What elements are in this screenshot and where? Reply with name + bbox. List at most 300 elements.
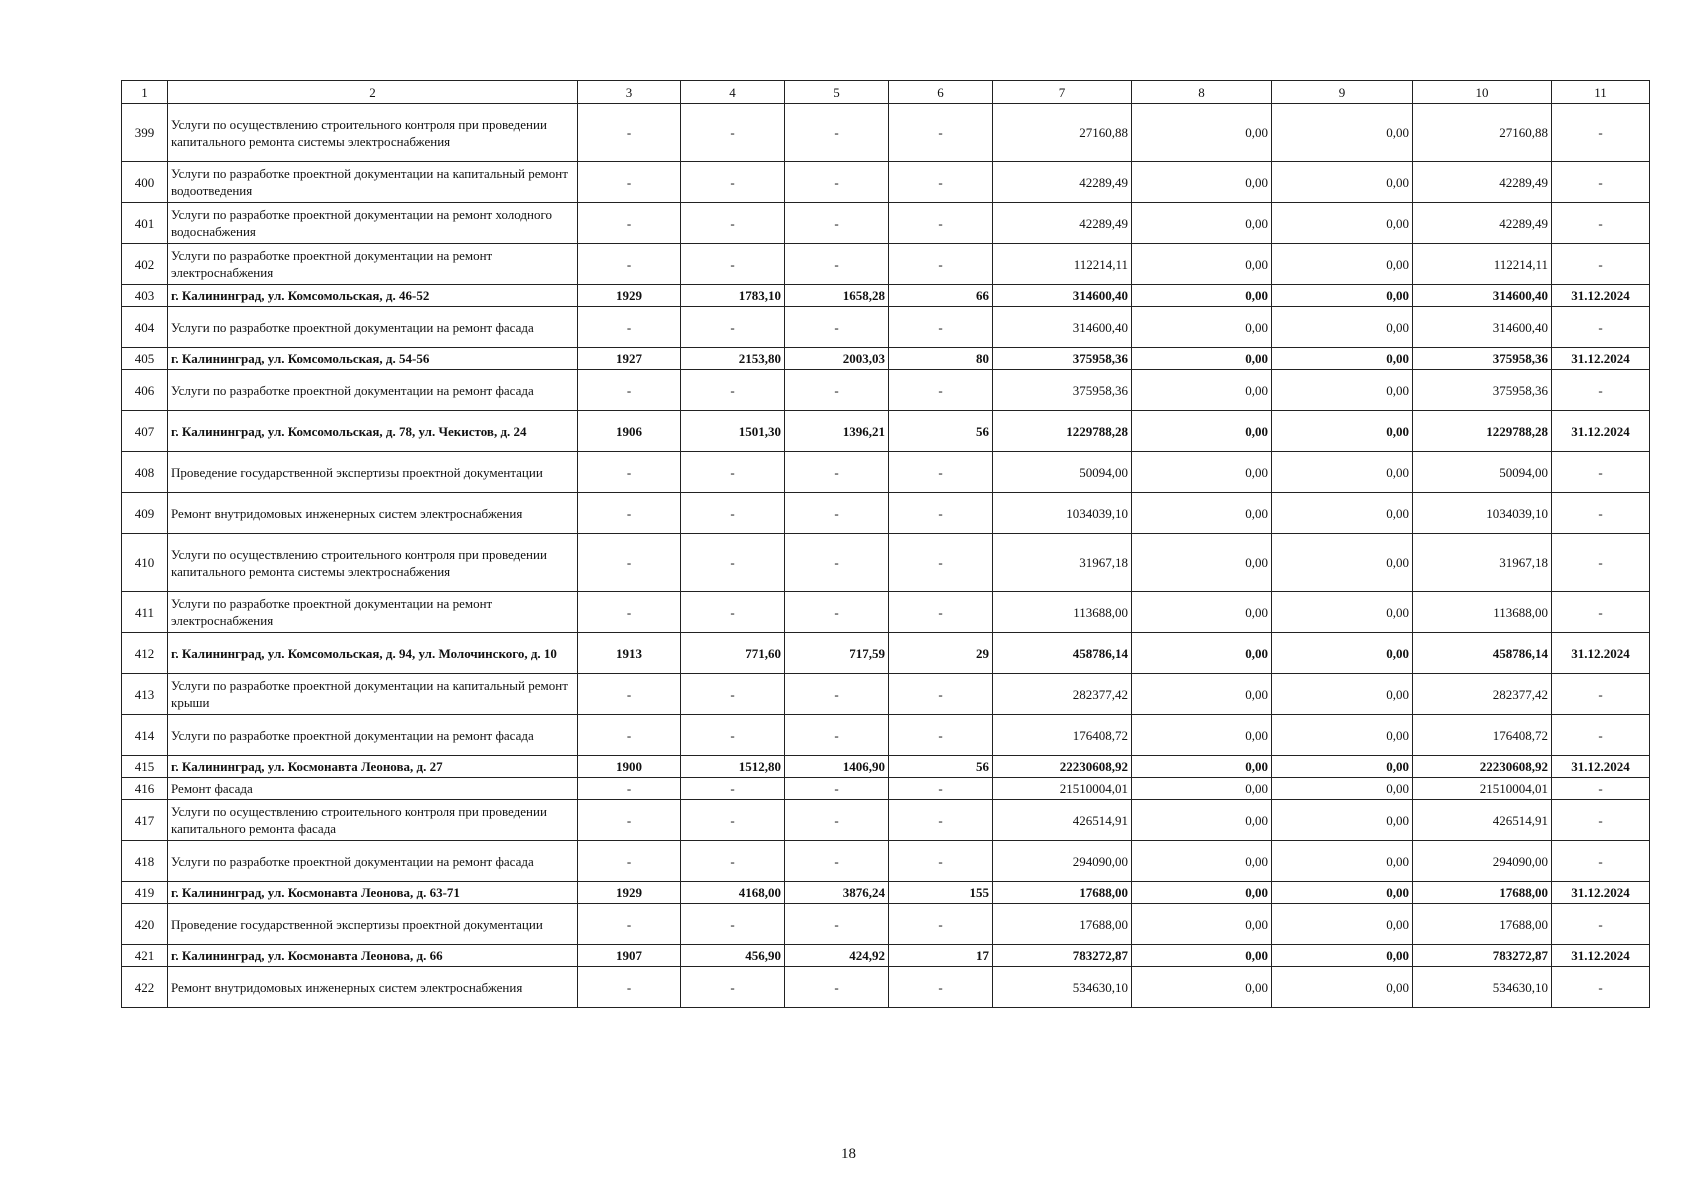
- area-living-cell: -: [785, 244, 889, 285]
- row-number: 420: [122, 904, 168, 945]
- area-living-cell: -: [785, 307, 889, 348]
- cost-col10-cell: 17688,00: [1413, 904, 1552, 945]
- cost-total-cell: 426514,91: [993, 800, 1132, 841]
- object-name: г. Калининград, ул. Комсомольская, д. 46-52: [168, 285, 578, 307]
- residents-cell: -: [889, 715, 993, 756]
- object-name: Услуги по осуществлению строительного контроля при проведении капитального ремонта системы электроснабжения: [168, 534, 578, 592]
- cost-total-cell: 282377,42: [993, 674, 1132, 715]
- cost-total-cell: 783272,87: [993, 945, 1132, 967]
- residents-cell: -: [889, 493, 993, 534]
- deadline-cell: 31.12.2024: [1552, 285, 1650, 307]
- address-row: [122, 285, 1650, 307]
- cost-total-cell: 1229788,28: [993, 411, 1132, 452]
- service-row: [122, 841, 1650, 882]
- cost-total-cell: 1034039,10: [993, 493, 1132, 534]
- row-number: 409: [122, 493, 168, 534]
- year-cell: -: [578, 203, 681, 244]
- cost-col9-cell: 0,00: [1272, 285, 1413, 307]
- deadline-cell: -: [1552, 370, 1650, 411]
- deadline-cell: 31.12.2024: [1552, 348, 1650, 370]
- area-total-cell: 1512,80: [681, 756, 785, 778]
- year-cell: -: [578, 493, 681, 534]
- cost-col8-cell: 0,00: [1132, 534, 1272, 592]
- cost-total-cell: 375958,36: [993, 348, 1132, 370]
- area-living-cell: -: [785, 203, 889, 244]
- object-name: Услуги по разработке проектной документации на ремонт электроснабжения: [168, 244, 578, 285]
- deadline-cell: -: [1552, 778, 1650, 800]
- row-number: 410: [122, 534, 168, 592]
- year-cell: -: [578, 715, 681, 756]
- address-row: [122, 945, 1650, 967]
- object-name: г. Калининград, ул. Комсомольская, д. 78, ул. Чекистов, д. 24: [168, 411, 578, 452]
- cost-total-cell: 375958,36: [993, 370, 1132, 411]
- cost-col8-cell: 0,00: [1132, 715, 1272, 756]
- cost-col10-cell: 282377,42: [1413, 674, 1552, 715]
- row-number: 421: [122, 945, 168, 967]
- deadline-cell: -: [1552, 841, 1650, 882]
- row-number: 419: [122, 882, 168, 904]
- cost-col9-cell: 0,00: [1272, 882, 1413, 904]
- object-name: Услуги по разработке проектной документации на ремонт электроснабжения: [168, 592, 578, 633]
- service-row: [122, 452, 1650, 493]
- cost-col8-cell: 0,00: [1132, 778, 1272, 800]
- residents-cell: -: [889, 307, 993, 348]
- service-row: [122, 592, 1650, 633]
- column-number-header-row: [122, 81, 1650, 104]
- year-cell: 1900: [578, 756, 681, 778]
- service-row: [122, 778, 1650, 800]
- object-name: Услуги по осуществлению строительного контроля при проведении капитального ремонта фасада: [168, 800, 578, 841]
- row-number: 414: [122, 715, 168, 756]
- row-number: 400: [122, 162, 168, 203]
- cost-col10-cell: 113688,00: [1413, 592, 1552, 633]
- cost-total-cell: 22230608,92: [993, 756, 1132, 778]
- residents-cell: 66: [889, 285, 993, 307]
- object-name: Ремонт фасада: [168, 778, 578, 800]
- column-header: 8: [1132, 81, 1272, 104]
- residents-cell: 80: [889, 348, 993, 370]
- cost-col8-cell: 0,00: [1132, 285, 1272, 307]
- cost-col9-cell: 0,00: [1272, 715, 1413, 756]
- cost-col10-cell: 426514,91: [1413, 800, 1552, 841]
- area-total-cell: -: [681, 452, 785, 493]
- object-name: Ремонт внутридомовых инженерных систем электроснабжения: [168, 967, 578, 1008]
- table-body: [122, 81, 1650, 1008]
- cost-total-cell: 314600,40: [993, 285, 1132, 307]
- cost-total-cell: 27160,88: [993, 104, 1132, 162]
- area-living-cell: 717,59: [785, 633, 889, 674]
- area-living-cell: -: [785, 715, 889, 756]
- cost-col9-cell: 0,00: [1272, 104, 1413, 162]
- service-row: [122, 104, 1650, 162]
- cost-col8-cell: 0,00: [1132, 633, 1272, 674]
- area-total-cell: 2153,80: [681, 348, 785, 370]
- cost-col9-cell: 0,00: [1272, 967, 1413, 1008]
- service-row: [122, 967, 1650, 1008]
- column-header: 3: [578, 81, 681, 104]
- column-header: 9: [1272, 81, 1413, 104]
- cost-col10-cell: 42289,49: [1413, 162, 1552, 203]
- cost-col10-cell: 17688,00: [1413, 882, 1552, 904]
- residents-cell: -: [889, 778, 993, 800]
- area-total-cell: -: [681, 104, 785, 162]
- cost-col8-cell: 0,00: [1132, 203, 1272, 244]
- residents-cell: -: [889, 967, 993, 1008]
- deadline-cell: -: [1552, 452, 1650, 493]
- object-name: Услуги по осуществлению строительного контроля при проведении капитального ремонта системы электроснабжения: [168, 104, 578, 162]
- cost-col10-cell: 1229788,28: [1413, 411, 1552, 452]
- area-living-cell: -: [785, 452, 889, 493]
- cost-total-cell: 17688,00: [993, 904, 1132, 945]
- cost-col10-cell: 22230608,92: [1413, 756, 1552, 778]
- cost-col8-cell: 0,00: [1132, 674, 1272, 715]
- residents-cell: -: [889, 370, 993, 411]
- object-name: Услуги по разработке проектной документации на ремонт фасада: [168, 715, 578, 756]
- year-cell: 1906: [578, 411, 681, 452]
- row-number: 416: [122, 778, 168, 800]
- residents-cell: 56: [889, 756, 993, 778]
- cost-col10-cell: 314600,40: [1413, 307, 1552, 348]
- cost-total-cell: 176408,72: [993, 715, 1132, 756]
- area-living-cell: -: [785, 778, 889, 800]
- cost-col9-cell: 0,00: [1272, 534, 1413, 592]
- column-header: 1: [122, 81, 168, 104]
- deadline-cell: -: [1552, 715, 1650, 756]
- object-name: Услуги по разработке проектной документации на капитальный ремонт крыши: [168, 674, 578, 715]
- cost-col10-cell: 176408,72: [1413, 715, 1552, 756]
- area-living-cell: 1658,28: [785, 285, 889, 307]
- area-living-cell: -: [785, 162, 889, 203]
- row-number: 401: [122, 203, 168, 244]
- year-cell: -: [578, 904, 681, 945]
- cost-total-cell: 42289,49: [993, 203, 1132, 244]
- year-cell: -: [578, 778, 681, 800]
- cost-col8-cell: 0,00: [1132, 945, 1272, 967]
- residents-cell: 155: [889, 882, 993, 904]
- object-name: г. Калининград, ул. Космонавта Леонова, д. 66: [168, 945, 578, 967]
- row-number: 406: [122, 370, 168, 411]
- row-number: 407: [122, 411, 168, 452]
- residents-cell: -: [889, 534, 993, 592]
- year-cell: 1907: [578, 945, 681, 967]
- deadline-cell: 31.12.2024: [1552, 756, 1650, 778]
- cost-col10-cell: 534630,10: [1413, 967, 1552, 1008]
- cost-col10-cell: 42289,49: [1413, 203, 1552, 244]
- cost-col8-cell: 0,00: [1132, 162, 1272, 203]
- column-header: 11: [1552, 81, 1650, 104]
- cost-col8-cell: 0,00: [1132, 493, 1272, 534]
- deadline-cell: 31.12.2024: [1552, 633, 1650, 674]
- residents-cell: -: [889, 841, 993, 882]
- cost-total-cell: 458786,14: [993, 633, 1132, 674]
- residents-cell: -: [889, 104, 993, 162]
- cost-col8-cell: 0,00: [1132, 756, 1272, 778]
- cost-col9-cell: 0,00: [1272, 203, 1413, 244]
- cost-total-cell: 314600,40: [993, 307, 1132, 348]
- cost-total-cell: 42289,49: [993, 162, 1132, 203]
- cost-col8-cell: 0,00: [1132, 452, 1272, 493]
- cost-col8-cell: 0,00: [1132, 967, 1272, 1008]
- column-header: 10: [1413, 81, 1552, 104]
- row-number: 402: [122, 244, 168, 285]
- object-name: г. Калининград, ул. Космонавта Леонова, д. 27: [168, 756, 578, 778]
- cost-col9-cell: 0,00: [1272, 244, 1413, 285]
- cost-col9-cell: 0,00: [1272, 592, 1413, 633]
- object-name: Услуги по разработке проектной документации на ремонт фасада: [168, 307, 578, 348]
- cost-col8-cell: 0,00: [1132, 244, 1272, 285]
- deadline-cell: -: [1552, 104, 1650, 162]
- deadline-cell: 31.12.2024: [1552, 411, 1650, 452]
- deadline-cell: -: [1552, 203, 1650, 244]
- cost-col9-cell: 0,00: [1272, 756, 1413, 778]
- row-number: 403: [122, 285, 168, 307]
- area-living-cell: -: [785, 592, 889, 633]
- cost-total-cell: 113688,00: [993, 592, 1132, 633]
- area-living-cell: -: [785, 967, 889, 1008]
- row-number: 415: [122, 756, 168, 778]
- address-row: [122, 633, 1650, 674]
- column-header: 4: [681, 81, 785, 104]
- address-row: [122, 411, 1650, 452]
- year-cell: 1929: [578, 882, 681, 904]
- area-living-cell: -: [785, 904, 889, 945]
- year-cell: -: [578, 967, 681, 1008]
- cost-col9-cell: 0,00: [1272, 370, 1413, 411]
- area-total-cell: -: [681, 534, 785, 592]
- cost-col9-cell: 0,00: [1272, 904, 1413, 945]
- row-number: 412: [122, 633, 168, 674]
- cost-col9-cell: 0,00: [1272, 452, 1413, 493]
- cost-total-cell: 31967,18: [993, 534, 1132, 592]
- cost-col8-cell: 0,00: [1132, 348, 1272, 370]
- residents-cell: -: [889, 244, 993, 285]
- cost-total-cell: 17688,00: [993, 882, 1132, 904]
- residents-cell: 56: [889, 411, 993, 452]
- row-number: 405: [122, 348, 168, 370]
- cost-col8-cell: 0,00: [1132, 411, 1272, 452]
- residents-cell: -: [889, 800, 993, 841]
- cost-col9-cell: 0,00: [1272, 841, 1413, 882]
- service-row: [122, 203, 1650, 244]
- row-number: 411: [122, 592, 168, 633]
- area-living-cell: 3876,24: [785, 882, 889, 904]
- area-living-cell: 1406,90: [785, 756, 889, 778]
- residents-cell: -: [889, 592, 993, 633]
- cost-col10-cell: 294090,00: [1413, 841, 1552, 882]
- cost-col8-cell: 0,00: [1132, 841, 1272, 882]
- row-number: 404: [122, 307, 168, 348]
- year-cell: -: [578, 841, 681, 882]
- year-cell: -: [578, 592, 681, 633]
- area-total-cell: -: [681, 904, 785, 945]
- row-number: 413: [122, 674, 168, 715]
- area-living-cell: -: [785, 674, 889, 715]
- row-number: 399: [122, 104, 168, 162]
- deadline-cell: 31.12.2024: [1552, 882, 1650, 904]
- cost-total-cell: 112214,11: [993, 244, 1132, 285]
- year-cell: -: [578, 800, 681, 841]
- page-number: 18: [841, 1146, 856, 1162]
- row-number: 408: [122, 452, 168, 493]
- residents-cell: -: [889, 162, 993, 203]
- object-name: Услуги по разработке проектной документации на ремонт фасада: [168, 841, 578, 882]
- residents-cell: -: [889, 452, 993, 493]
- object-name: Услуги по разработке проектной документации на капитальный ремонт водоотведения: [168, 162, 578, 203]
- service-row: [122, 904, 1650, 945]
- object-name: Услуги по разработке проектной документации на ремонт фасада: [168, 370, 578, 411]
- cost-col9-cell: 0,00: [1272, 307, 1413, 348]
- deadline-cell: -: [1552, 307, 1650, 348]
- area-total-cell: -: [681, 715, 785, 756]
- year-cell: -: [578, 162, 681, 203]
- year-cell: -: [578, 370, 681, 411]
- area-total-cell: -: [681, 841, 785, 882]
- year-cell: -: [578, 534, 681, 592]
- area-total-cell: 1783,10: [681, 285, 785, 307]
- area-living-cell: -: [785, 493, 889, 534]
- service-row: [122, 800, 1650, 841]
- year-cell: -: [578, 674, 681, 715]
- cost-col10-cell: 314600,40: [1413, 285, 1552, 307]
- cost-col9-cell: 0,00: [1272, 162, 1413, 203]
- area-total-cell: -: [681, 244, 785, 285]
- area-total-cell: -: [681, 370, 785, 411]
- object-name: Проведение государственной экспертизы проектной документации: [168, 452, 578, 493]
- area-living-cell: 1396,21: [785, 411, 889, 452]
- cost-col8-cell: 0,00: [1132, 592, 1272, 633]
- service-row: [122, 162, 1650, 203]
- deadline-cell: -: [1552, 967, 1650, 1008]
- year-cell: 1913: [578, 633, 681, 674]
- column-header: 2: [168, 81, 578, 104]
- column-header: 6: [889, 81, 993, 104]
- row-number: 418: [122, 841, 168, 882]
- area-total-cell: 456,90: [681, 945, 785, 967]
- cost-col10-cell: 375958,36: [1413, 370, 1552, 411]
- address-row: [122, 882, 1650, 904]
- cost-col10-cell: 27160,88: [1413, 104, 1552, 162]
- area-living-cell: 424,92: [785, 945, 889, 967]
- area-total-cell: -: [681, 674, 785, 715]
- year-cell: -: [578, 244, 681, 285]
- address-row: [122, 348, 1650, 370]
- cost-col10-cell: 458786,14: [1413, 633, 1552, 674]
- service-row: [122, 534, 1650, 592]
- year-cell: 1929: [578, 285, 681, 307]
- object-name: Проведение государственной экспертизы проектной документации: [168, 904, 578, 945]
- deadline-cell: -: [1552, 592, 1650, 633]
- area-total-cell: 771,60: [681, 633, 785, 674]
- area-total-cell: -: [681, 162, 785, 203]
- deadline-cell: -: [1552, 800, 1650, 841]
- cost-col10-cell: 375958,36: [1413, 348, 1552, 370]
- deadline-cell: -: [1552, 493, 1650, 534]
- cost-total-cell: 294090,00: [993, 841, 1132, 882]
- cost-total-cell: 50094,00: [993, 452, 1132, 493]
- deadline-cell: -: [1552, 244, 1650, 285]
- service-row: [122, 674, 1650, 715]
- cost-col10-cell: 31967,18: [1413, 534, 1552, 592]
- deadline-cell: -: [1552, 904, 1650, 945]
- cost-col10-cell: 783272,87: [1413, 945, 1552, 967]
- column-header: 5: [785, 81, 889, 104]
- object-name: г. Калининград, ул. Комсомольская, д. 54-56: [168, 348, 578, 370]
- cost-col9-cell: 0,00: [1272, 411, 1413, 452]
- residents-cell: 17: [889, 945, 993, 967]
- repair-program-table: [121, 80, 1650, 1008]
- deadline-cell: -: [1552, 674, 1650, 715]
- year-cell: -: [578, 104, 681, 162]
- cost-total-cell: 534630,10: [993, 967, 1132, 1008]
- object-name: Услуги по разработке проектной документации на ремонт холодного водоснабжения: [168, 203, 578, 244]
- residents-cell: -: [889, 674, 993, 715]
- area-living-cell: 2003,03: [785, 348, 889, 370]
- area-total-cell: 4168,00: [681, 882, 785, 904]
- area-total-cell: -: [681, 307, 785, 348]
- service-row: [122, 244, 1650, 285]
- cost-total-cell: 21510004,01: [993, 778, 1132, 800]
- cost-col10-cell: 50094,00: [1413, 452, 1552, 493]
- cost-col10-cell: 112214,11: [1413, 244, 1552, 285]
- service-row: [122, 370, 1650, 411]
- area-living-cell: -: [785, 534, 889, 592]
- object-name: г. Калининград, ул. Космонавта Леонова, д. 63-71: [168, 882, 578, 904]
- service-row: [122, 307, 1650, 348]
- address-row: [122, 756, 1650, 778]
- cost-col9-cell: 0,00: [1272, 493, 1413, 534]
- cost-col10-cell: 21510004,01: [1413, 778, 1552, 800]
- area-total-cell: -: [681, 800, 785, 841]
- cost-col9-cell: 0,00: [1272, 800, 1413, 841]
- area-total-cell: -: [681, 778, 785, 800]
- cost-col8-cell: 0,00: [1132, 800, 1272, 841]
- residents-cell: 29: [889, 633, 993, 674]
- year-cell: 1927: [578, 348, 681, 370]
- cost-col8-cell: 0,00: [1132, 307, 1272, 348]
- service-row: [122, 715, 1650, 756]
- area-total-cell: 1501,30: [681, 411, 785, 452]
- area-living-cell: -: [785, 370, 889, 411]
- cost-col8-cell: 0,00: [1132, 904, 1272, 945]
- residents-cell: -: [889, 203, 993, 244]
- cost-col10-cell: 1034039,10: [1413, 493, 1552, 534]
- cost-col9-cell: 0,00: [1272, 348, 1413, 370]
- object-name: Ремонт внутридомовых инженерных систем электроснабжения: [168, 493, 578, 534]
- area-living-cell: -: [785, 800, 889, 841]
- row-number: 417: [122, 800, 168, 841]
- year-cell: -: [578, 307, 681, 348]
- cost-col9-cell: 0,00: [1272, 633, 1413, 674]
- deadline-cell: -: [1552, 534, 1650, 592]
- service-row: [122, 493, 1650, 534]
- cost-col8-cell: 0,00: [1132, 882, 1272, 904]
- residents-cell: -: [889, 904, 993, 945]
- column-header: 7: [993, 81, 1132, 104]
- deadline-cell: -: [1552, 162, 1650, 203]
- cost-col8-cell: 0,00: [1132, 370, 1272, 411]
- area-total-cell: -: [681, 493, 785, 534]
- area-living-cell: -: [785, 104, 889, 162]
- area-total-cell: -: [681, 203, 785, 244]
- year-cell: -: [578, 452, 681, 493]
- object-name: г. Калининград, ул. Комсомольская, д. 94, ул. Молочинского, д. 10: [168, 633, 578, 674]
- cost-col9-cell: 0,00: [1272, 674, 1413, 715]
- area-total-cell: -: [681, 592, 785, 633]
- area-living-cell: -: [785, 841, 889, 882]
- area-total-cell: -: [681, 967, 785, 1008]
- cost-col9-cell: 0,00: [1272, 778, 1413, 800]
- deadline-cell: 31.12.2024: [1552, 945, 1650, 967]
